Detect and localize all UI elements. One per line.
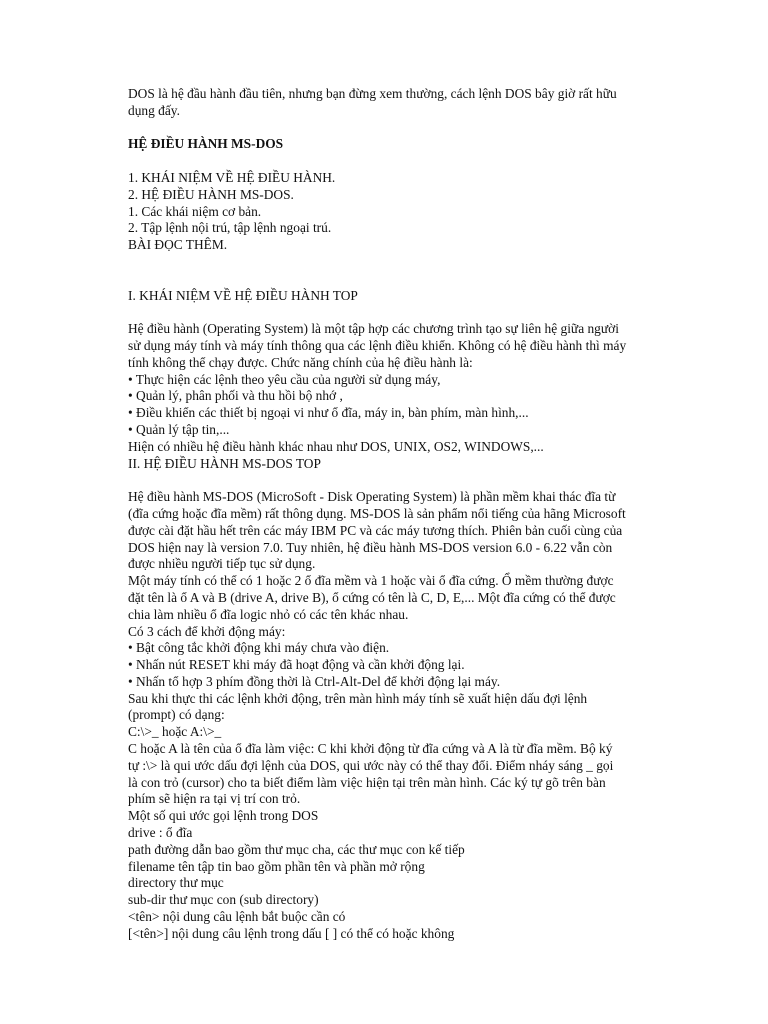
- section1-body: [128, 321, 708, 455]
- text-line: DOS là hệ đầu hành đầu tiên, nhưng bạn đừng xem thường, cách lệnh DOS bây giờ rất hữu: [128, 86, 617, 101]
- bullet-item: • Quản lý tập tin,...: [128, 421, 230, 437]
- convention-item: directory thư mục: [128, 875, 224, 891]
- text-line: Hệ điều hành (Operating System) là một tập hợp các chương trình tạo sự liên hệ giữa người: [128, 321, 619, 337]
- text-line: dụng đấy.: [128, 102, 180, 118]
- text-line: C hoặc A là tên của ổ đĩa làm việc: C khi khởi động từ đĩa cứng và A là từ đĩa mềm. Bộ ký: [128, 741, 613, 757]
- bullet-item: • Nhấn tổ hợp 3 phím đồng thời là Ctrl-Alt-Del để khởi động lại máy.: [128, 673, 501, 689]
- bullet-item: • Nhấn nút RESET khi máy đã hoạt động và cần khởi động lại.: [128, 657, 465, 673]
- document-title: HỆ ĐIỀU HÀNH MS-DOS: [128, 136, 284, 152]
- bullet-item: • Thực hiện các lệnh theo yêu cầu của người sử dụng máy,: [128, 371, 441, 387]
- text-line: chia làm nhiều ổ đĩa logic nhỏ có các tên khác nhau.: [128, 606, 409, 622]
- text-line: được nhiều người tiếp tục sử dụng.: [128, 556, 316, 572]
- convention-item: path đường dẫn bao gồm thư mục cha, các thư mục con kế tiếp: [128, 841, 465, 857]
- intro-paragraph: [128, 86, 708, 120]
- text-line: đặt tên là ổ A và B (drive A, drive B), ổ cứng có tên là C, D, E,... Một đĩa cứng có thể được: [128, 589, 616, 605]
- text-line: tính không thể chạy được. Chức năng chính của hệ điều hành là:: [128, 354, 473, 370]
- section-heading: I. KHÁI NIỆM VỀ HỆ ĐIỀU HÀNH TOP: [128, 287, 358, 303]
- bullet-item: • Bật công tắc khởi động khi máy chưa vào điện.: [128, 640, 390, 656]
- text-line: (đĩa cứng hoặc đĩa mềm) rất thông dụng. MS-DOS là sản phẩm nổi tiếng của hãng Microsoft: [128, 505, 626, 521]
- bullet-item: • Quản lý, phân phối và thu hồi bộ nhớ ,: [128, 388, 343, 404]
- prompt-example: C:\>_ hoặc A:\>_: [128, 724, 222, 740]
- convention-item: filename tên tập tin bao gồm phần tên và phần mở rộng: [128, 858, 425, 874]
- text-line: phím sẽ hiện ra tại vị trí con trỏ.: [128, 791, 301, 807]
- convention-item: drive : ổ đĩa: [128, 825, 193, 841]
- text-line: Có 3 cách để khởi động máy:: [128, 623, 286, 639]
- text-line: sử dụng máy tính và máy tính thông qua các lệnh điều khiển. Không có hệ điều hành thì máy: [128, 337, 627, 353]
- toc-item: 1. KHÁI NIỆM VỀ HỆ ĐIỀU HÀNH.: [128, 169, 336, 185]
- toc-item: 2. Tập lệnh nội trú, tập lệnh ngoại trú.: [128, 220, 332, 236]
- toc-item: 2. HỆ ĐIỀU HÀNH MS-DOS.: [128, 186, 294, 202]
- text-line: là con trỏ (cursor) cho ta biết điểm làm việc hiện tại trên màn hình. Các ký tự gõ trên bàn: [128, 774, 606, 790]
- text-line: tự :\> là qui ước dấu đợi lệnh của DOS, qui ước này có thể thay đổi. Điểm nháy sáng _ gọi: [128, 757, 614, 773]
- text-line: Hiện có nhiều hệ điều hành khác nhau như DOS, UNIX, OS2, WINDOWS,...: [128, 438, 544, 454]
- table-of-contents: [128, 170, 708, 254]
- toc-item: BÀI ĐỌC THÊM.: [128, 237, 228, 253]
- convention-item: <tên> nội dung câu lệnh bắt buộc cần có: [128, 909, 346, 925]
- convention-item: sub-dir thư mục con (sub directory): [128, 892, 319, 908]
- text-line: Sau khi thực thi các lệnh khởi động, trên màn hình máy tính sẽ xuất hiện dấu đợi lệnh: [128, 690, 588, 706]
- text-line: Một máy tính có thể có 1 hoặc 2 ổ đĩa mềm và 1 hoặc vài ổ đĩa cứng. Ổ mềm thường được: [128, 573, 614, 589]
- convention-item: [<tên>] nội dung câu lệnh trong dấu [ ] có thể có hoặc không: [128, 925, 455, 941]
- text-line: DOS hiện nay là version 7.0. Tuy nhiên, hệ điều hành MS-DOS version 6.0 - 6.22 vẫn còn: [128, 539, 613, 555]
- text-line: Hệ điều hành MS-DOS (MicroSoft - Disk Operating System) là phần mềm khai thác đĩa từ: [128, 489, 616, 505]
- toc-item: 1. Các khái niệm cơ bản.: [128, 203, 262, 219]
- text-line: Một số qui ước gọi lệnh trong DOS: [128, 808, 319, 824]
- text-line: (prompt) có dạng:: [128, 707, 225, 723]
- bullet-item: • Điều khiển các thiết bị ngoại vi như ổ đĩa, máy in, bàn phím, màn hình,...: [128, 405, 529, 421]
- section2-body: [128, 489, 708, 943]
- text-line: được cài đặt hầu hết trên các máy IBM PC và các máy tương thích. Phiên bản cuối cùng của: [128, 522, 623, 538]
- section-heading: II. HỆ ĐIỀU HÀNH MS-DOS TOP: [128, 455, 321, 471]
